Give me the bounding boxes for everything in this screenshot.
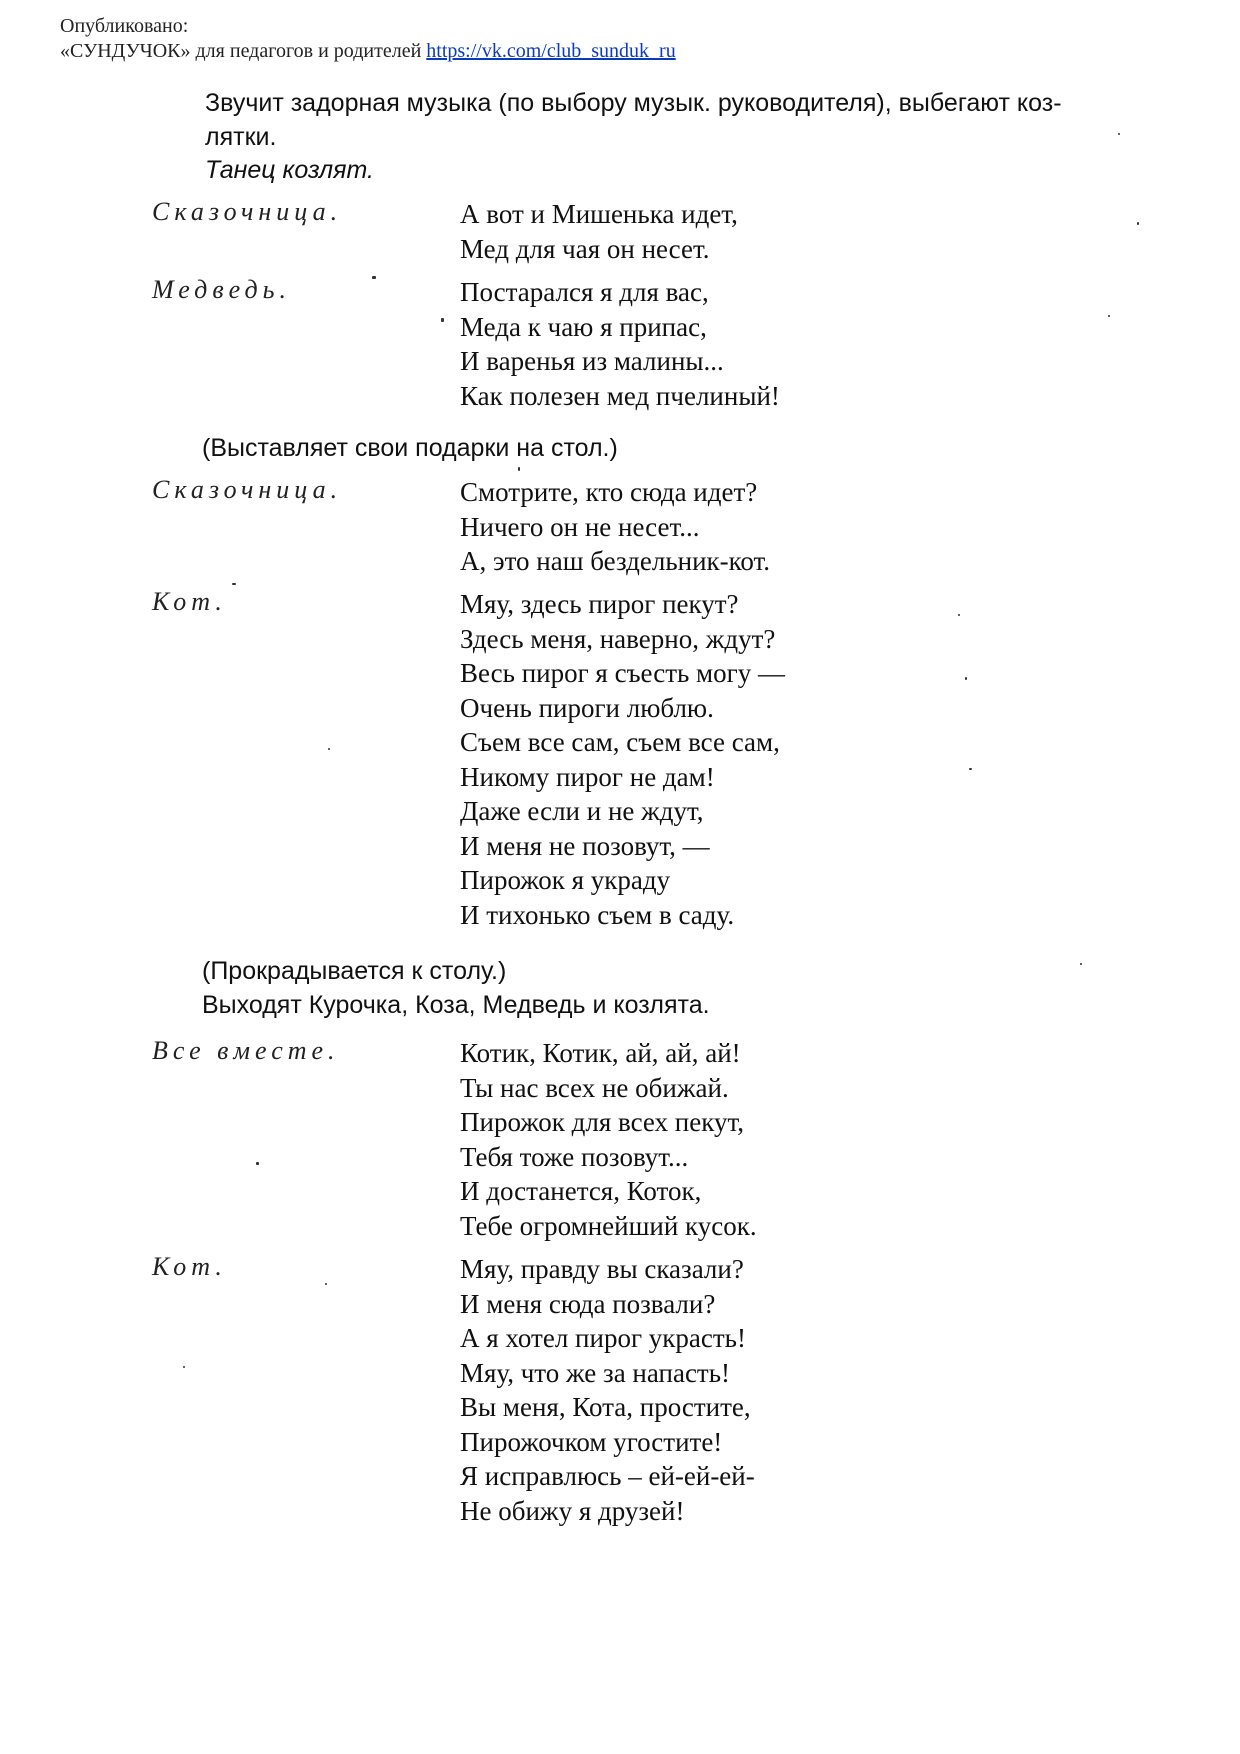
scan-speck [1118,133,1120,135]
verse-line: Постарался я для вас, [460,277,709,307]
verse-line: Я исправлюсь – ей-ей-ей- [460,1461,755,1491]
verse-line: Вы меня, Кота, простите, [460,1392,751,1422]
speaker-storyteller: Сказочница. [152,197,343,226]
stage-direction-enter: Выходят Курочка, Коза, Медведь и козлята. [202,991,710,1019]
verse-line: И достанется, Коток, [460,1176,702,1206]
verse-all-together [460,1036,757,1243]
verse-line: Ты нас всех не обижай. [460,1072,729,1103]
verse-line: Тебе огромнейший кусок. [460,1210,757,1241]
intro-line-1: Звучит задорная музыка (по выбору музык. руководителя), выбегают коз- [205,89,1062,117]
verse-line: Даже если и не ждут, [460,796,704,826]
verse-line: Пирожок я украду [460,865,671,895]
verse-line: И меня не позовут, — [460,830,710,861]
scan-speck [1137,222,1139,225]
verse-cat-2 [460,1252,755,1528]
verse-line: Меда к чаю я припас, [460,311,707,342]
verse-line: Мяу, что же за напасть! [460,1357,731,1388]
verse-line: Как полезен мед пчелиный! [460,380,780,411]
publisher-name: «СУНДУЧОК» для педагогов и родителей [60,40,422,62]
publisher-line [60,39,676,64]
vk-group-link[interactable]: https://vk.com/club_sunduk_ru [426,40,676,62]
scan-speck [1108,315,1110,317]
speaker-bear: Медведь. [152,275,291,304]
verse-line: Никому пирог не дам! [460,761,715,792]
verse-line: Здесь меня, наверно, ждут? [460,623,776,654]
verse-line: А я хотел пирог украсть! [460,1323,746,1353]
scan-speck [969,768,972,770]
verse-line: Котик, Котик, ай, ай, ай! [460,1038,741,1068]
verse-storyteller-1 [460,197,738,266]
published-label: Опубликовано: [60,15,189,37]
verse-cat-1 [460,587,785,932]
verse-line: Очень пироги люблю. [460,692,714,723]
stage-direction-sneaks: (Прокрадывается к столу.) [202,957,507,985]
speaker-storyteller: Сказочница. [152,475,343,504]
verse-line: Тебя тоже позовут... [460,1141,689,1172]
verse-line: И меня сюда позвали? [460,1288,716,1319]
verse-line: Ничего он не несет... [460,511,700,542]
scan-speck [965,677,967,680]
scan-speck [328,748,330,750]
verse-line: Не обижу я друзей! [460,1495,685,1526]
verse-line: Весь пирог я съесть могу — [460,658,785,688]
verse-line: И варенья из малины... [460,346,724,376]
verse-line: Смотрите, кто сюда идет? [460,477,758,507]
dance-direction: Танец козлят. [205,156,374,184]
verse-line: И тихонько съем в саду. [460,899,735,930]
verse-line: А вот и Мишенька идет, [460,199,738,229]
stage-direction-gifts: (Выставляет свои подарки на стол.) [202,434,618,462]
verse-storyteller-2 [460,475,770,579]
scan-speck [518,467,520,471]
scan-speck [325,1283,327,1285]
verse-line: Мяу, здесь пирог пекут? [460,589,739,619]
publication-header [60,14,676,64]
scan-speck [256,1162,259,1165]
scan-speck [372,276,376,279]
scan-speck [1080,963,1082,965]
scan-speck [183,1366,185,1368]
speaker-cat: Кот. [152,1252,227,1281]
scan-speck [958,614,960,616]
verse-line: Съем все сам, съем все сам, [460,727,780,757]
scan-speck [232,583,236,585]
intro-line-2: лятки. [205,123,277,151]
verse-bear [460,275,780,413]
speaker-all-together: Все вместе. [152,1036,340,1065]
verse-line: Пирожочком угостите! [460,1426,723,1457]
verse-line: А, это наш бездельник-кот. [460,546,771,576]
scan-speck [441,318,444,322]
verse-line: Мед для чая он несет. [460,233,710,264]
verse-line: Мяу, правду вы сказали? [460,1254,744,1284]
verse-line: Пирожок для всех пекут, [460,1107,744,1137]
speaker-cat: Кот. [152,587,227,616]
